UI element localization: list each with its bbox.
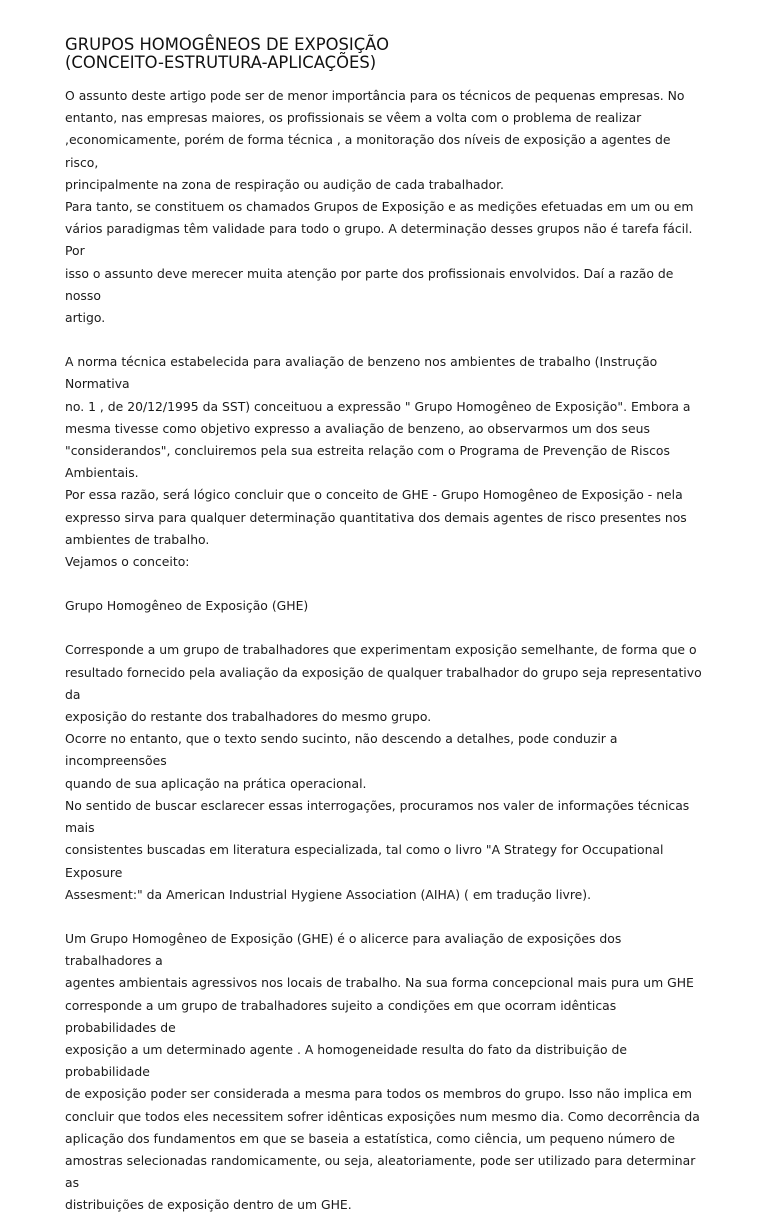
text-line: "considerandos", concluiremos pela sua estreita relação com o Programa de Prevenção de Riscos — [65, 443, 670, 459]
text-line: resultado fornecido pela avaliação da exposição de qualquer trabalhador do grupo seja representativo da — [65, 664, 702, 702]
text-line: Por essa razão, será lógico concluir que o conceito de GHE - Grupo Homogêneo de Exposição - nela — [65, 487, 683, 503]
text-line: mesma tivesse como objetivo expresso a avaliação de benzeno, ao observarmos um dos seus — [65, 420, 650, 436]
text-line: isso o assunto deve merecer muita atenção por parte dos profissionais envolvidos. Daí a razão de nosso — [65, 265, 674, 303]
paragraph-spacer — [65, 329, 705, 351]
text-line: artigo. — [65, 310, 106, 326]
document-title — [65, 36, 705, 72]
text-line: no. 1 , de 20/12/1995 da SST) conceituou a expressão " Grupo Homogêneo de Exposição". Embora a — [65, 398, 691, 414]
text-line: de exposição poder ser considerada a mesma para todos os membros do grupo. Isso não implica em — [65, 1086, 692, 1102]
text-line: No sentido de buscar esclarecer essas interrogações, procuramos nos valer de informações técnicas mais — [65, 797, 690, 836]
text-line: Assesment:" da American Industrial Hygiene Association (AIHA) ( em tradução livre). — [65, 886, 592, 902]
text-line: consistentes buscadas em literatura especializada, tal como o livro "A Strategy for Occupational Exposure — [65, 842, 664, 880]
title-line: GRUPOS HOMOGÊNEOS DE EXPOSIÇÃO — [65, 35, 390, 54]
text-line: ,economicamente, porém de forma técnica , a monitoração dos níveis de exposição a agentes de risco, — [65, 132, 671, 170]
document-page — [65, 36, 705, 1217]
text-line: Corresponde a um grupo de trabalhadores que experimentam exposição semelhante, de forma que o — [65, 642, 697, 658]
text-line: A norma técnica estabelecida para avaliação de benzeno nos ambientes de trabalho (Instrução Normativa — [65, 354, 658, 392]
text-line: O assunto deste artigo pode ser de menor importância para os técnicos de pequenas empresas. No — [65, 88, 685, 103]
text-line: expresso sirva para qualquer determinação quantitativa dos demais agentes de risco presentes nos — [65, 509, 687, 525]
paragraph-definition — [65, 639, 705, 905]
text-line: amostras selecionadas randomicamente, ou seja, aleatoriamente, pode ser utilizado para determinar as — [65, 1152, 696, 1191]
paragraph-spacer — [65, 617, 705, 639]
text-line: corresponde a um grupo de trabalhadores sujeito a condições em que ocorram idênticas probabilidades de — [65, 997, 617, 1035]
text-line: exposição do restante dos trabalhadores do mesmo grupo. — [65, 709, 432, 725]
text-line: Ambientais. — [65, 465, 139, 481]
paragraph-spacer — [65, 906, 705, 928]
paragraph-norma — [65, 351, 705, 573]
text-line: exposição a um determinado agente . A homogeneidade resulta do fato da distribuição de probabilidade — [65, 1041, 628, 1080]
text-line: vários paradigmas têm validade para todo o grupo. A determinação desses grupos não é tarefa fácil. Por — [65, 221, 693, 259]
text-line: Para tanto, se constituem os chamados Grupos de Exposição e as medições efetuadas em um ou em — [65, 199, 694, 215]
paragraph-heading-ghe — [65, 595, 705, 617]
text-line: Grupo Homogêneo de Exposição (GHE) — [65, 598, 309, 614]
text-line: ambientes de trabalho. — [65, 531, 210, 547]
text-line: Vejamos o conceito: — [65, 554, 190, 570]
text-line: agentes ambientais agressivos nos locais de trabalho. Na sua forma concepcional mais pura um GHE — [65, 975, 694, 991]
text-line: aplicação dos fundamentos em que se baseia a estatística, como ciência, um pequeno número de — [65, 1130, 675, 1146]
text-line: distribuições de exposição dentro de um GHE. — [65, 1197, 352, 1213]
text-line: Um Grupo Homogêneo de Exposição (GHE) é o alicerce para avaliação de exposições dos trabalhadores a — [65, 930, 622, 969]
paragraph-spacer — [65, 573, 705, 595]
text-line: entanto, nas empresas maiores, os profissionais se vêem a volta com o problema de realizar — [65, 110, 642, 126]
text-line: concluir que todos eles necessitem sofrer idênticas exposições num mesmo dia. Como decorrência da — [65, 1108, 700, 1124]
title-line: (CONCEITO-ESTRUTURA-APLICAÇÕES) — [65, 53, 377, 72]
paragraph-intro — [65, 85, 705, 329]
text-line: principalmente na zona de respiração ou audição de cada trabalhador. — [65, 176, 504, 192]
text-line: quando de sua aplicação na prática operacional. — [65, 775, 367, 791]
paragraph-ghe-detail — [65, 928, 705, 1217]
text-line: Ocorre no entanto, que o texto sendo sucinto, não descendo a detalhes, pode conduzir a incompreensões — [65, 731, 618, 769]
